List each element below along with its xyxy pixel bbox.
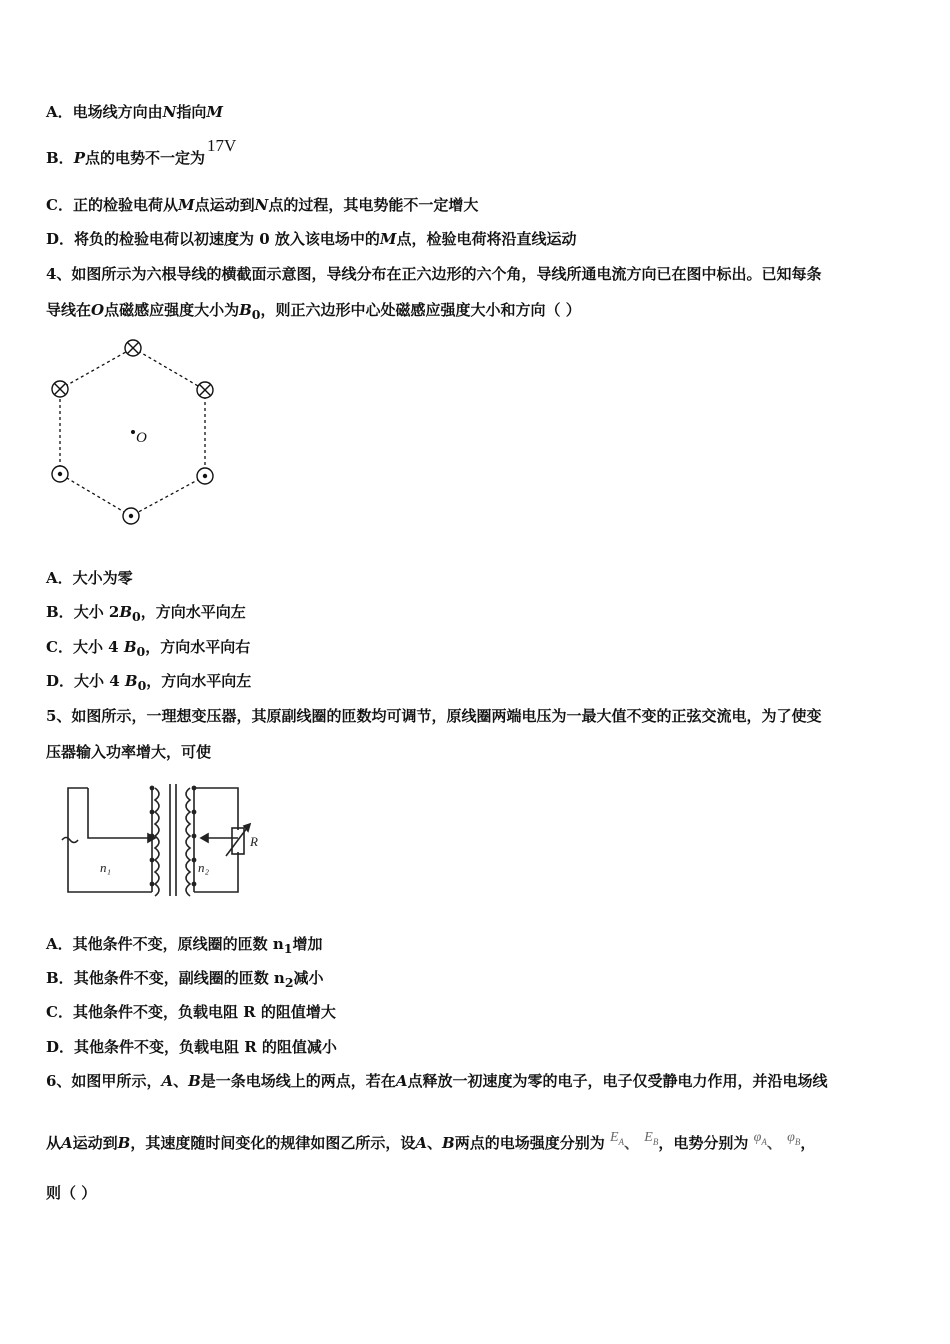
q5-stem-line2: 压器输入功率增大，可使 <box>46 743 212 761</box>
phi-b-symbol: $\varphi_B$ <box>787 1130 801 1147</box>
transformer-figure <box>60 780 270 902</box>
eb-symbol: $E_B$ <box>644 1130 659 1147</box>
q5-option-c: C．其他条件不变，负载电阻 R 的阻值增大 <box>46 1003 336 1021</box>
q5-option-a: A．其他条件不变，原线圈的匝数 $n_1$增加 <box>46 935 323 956</box>
q3-option-a: A．电场线方向由N指向M <box>46 103 223 121</box>
wire-into-page-upper-left <box>52 381 68 397</box>
wire-out-of-page-lower-right <box>197 468 213 484</box>
q3-option-b: B．P点的电势不一定为17V <box>46 136 237 167</box>
center-label: O <box>136 430 147 446</box>
wire-into-page-upper-right <box>197 382 213 398</box>
q4-option-a: A．大小为零 <box>46 569 133 587</box>
n2-label: n₂ <box>198 860 210 875</box>
q3-option-c: C．正的检验电荷从M点运动到N点的过程，其电势能不一定增大 <box>46 196 479 214</box>
q6-stem-line1: 6、如图甲所示，A、B是一条电场线上的两点，若在A点释放一初速度为零的电子，电子仅受静电力作用，并沿电场线 <box>46 1072 828 1090</box>
q6-stem-line3: 则（ ） <box>46 1184 97 1202</box>
q4-option-c: C．大小 4 $B_0$，方向水平向右 <box>46 638 251 659</box>
hexagon-wires-figure <box>45 336 225 531</box>
ea-symbol: $E_A$ <box>609 1130 625 1147</box>
wire-into-page-top <box>125 340 141 356</box>
q5-option-b: B．其他条件不变，副线圈的匝数 $n_2$减小 <box>46 969 324 990</box>
q6-stem-line2: 从A运动到B，其速度随时间变化的规律如图乙所示，设A、B两点的电场强度分别为 $E_A$、 $E_B$，电势分别为 $\varphi_A$、 $\varphi_B$， <box>46 1130 816 1152</box>
wire-out-of-page-bottom <box>123 508 139 524</box>
r-label: R <box>250 834 258 849</box>
q4-option-b: B．大小 $2B_0$，方向水平向左 <box>46 603 246 624</box>
n1-label: n₁ <box>100 860 112 875</box>
center-point <box>131 430 135 434</box>
q5-option-d: D．其他条件不变，负载电阻 R 的阻值减小 <box>46 1038 337 1056</box>
q5-stem-line1: 5、如图所示，一理想变压器，其原副线圈的匝数均可调节，原线圈两端电压为一最大值不变的正弦交流电，为了使变 <box>46 707 822 725</box>
q4-option-d: D．大小 4 $B_0$，方向水平向左 <box>46 672 252 693</box>
wire-out-of-page-lower-left <box>52 466 68 482</box>
q4-stem-line1: 4、如图所示为六根导线的横截面示意图，导线分布在正六边形的六个角，导线所通电流方向已在图中标出。已知每条 <box>46 265 822 283</box>
q3-option-d: D．将负的检验电荷以初速度为 0 放入该电场中的M点，检验电荷将沿直线运动 <box>46 230 577 248</box>
q4-stem-line2: 导线在O点磁感应强度大小为$B_0$，则正六边形中心处磁感应强度大小和方向（ ） <box>46 301 581 322</box>
phi-a-symbol: $\varphi_A$ <box>753 1130 767 1147</box>
